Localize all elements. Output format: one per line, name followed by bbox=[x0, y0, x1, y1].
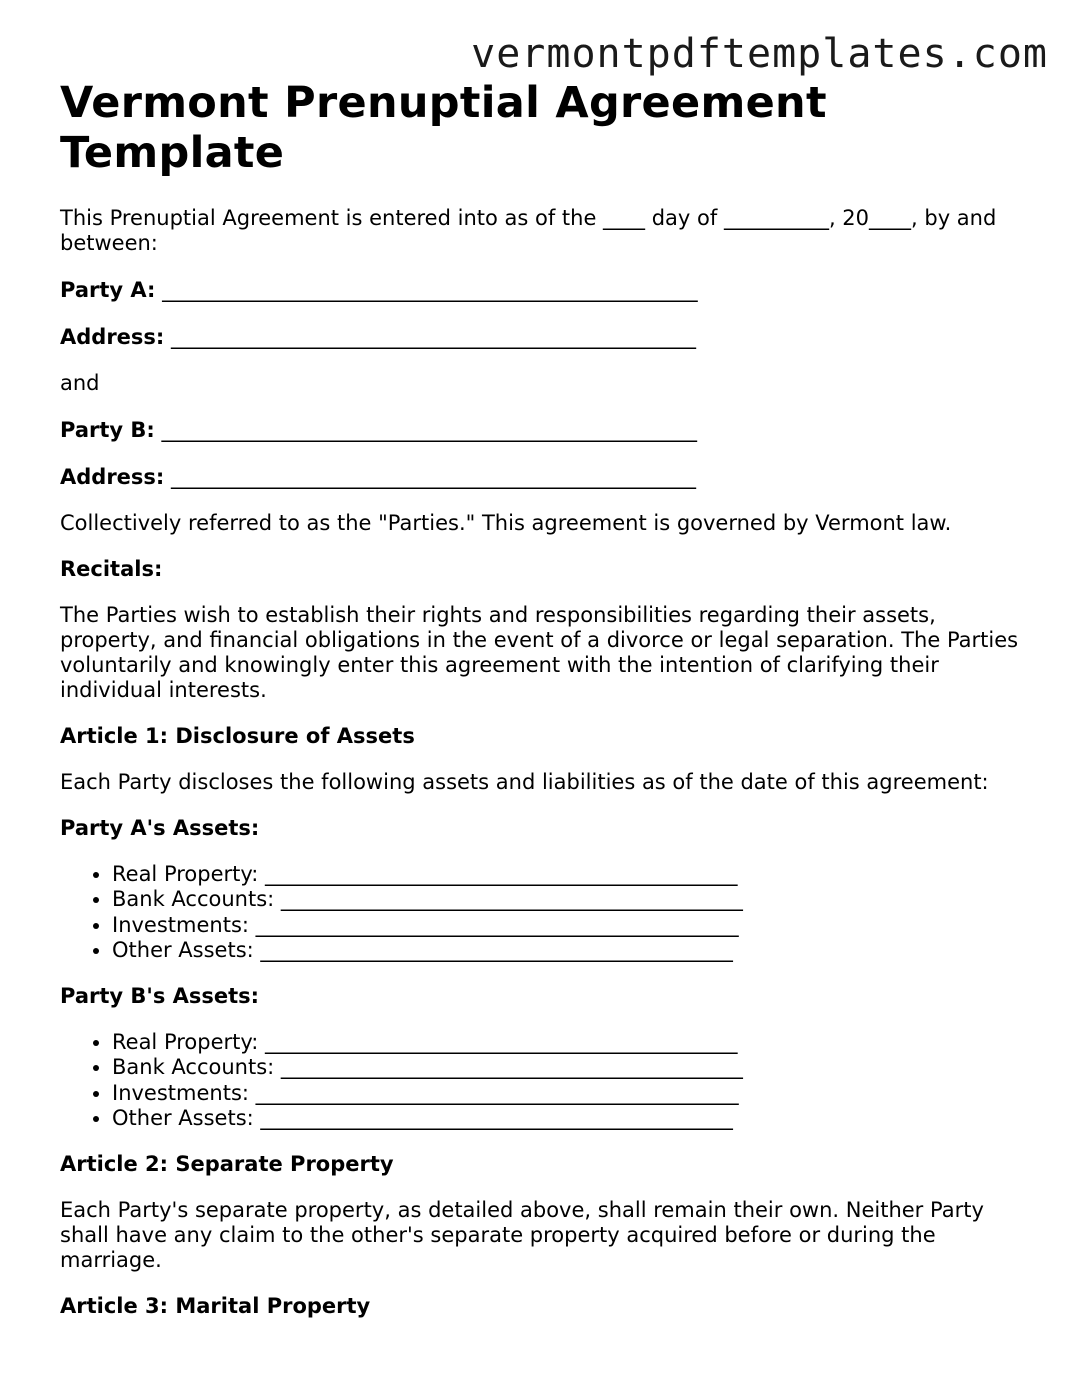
party-a-address-blank[interactable]: __________________________________________________ bbox=[171, 325, 697, 349]
list-item[interactable]: • Bank Accounts: ____________________________________________ bbox=[112, 1055, 1035, 1080]
list-item[interactable]: • Investments: ______________________________________________ bbox=[112, 1081, 1035, 1106]
article-3-heading: Article 3: Marital Property bbox=[60, 1294, 371, 1319]
collective-paragraph: Collectively referred to as the "Parties." This agreement is governed by Vermont law. bbox=[60, 511, 952, 535]
party-b-address-label: Address: bbox=[60, 465, 165, 489]
list-item[interactable]: • Other Assets: _____________________________________________ bbox=[112, 938, 1035, 963]
article-1-paragraph: Each Party discloses the following assets and liabilities as of the date of this agreement: bbox=[60, 770, 989, 794]
recitals-heading: Recitals: bbox=[60, 557, 163, 581]
party-b-address-blank[interactable]: __________________________________________________ bbox=[171, 465, 697, 489]
party-a-assets-list bbox=[60, 862, 1035, 963]
party-a-address-label: Address: bbox=[60, 325, 165, 349]
party-a-field bbox=[60, 278, 1035, 303]
party-b-field bbox=[60, 418, 1035, 443]
watermark: vermontpdftemplates.com bbox=[471, 31, 1048, 77]
party-b-label: Party B: bbox=[60, 418, 155, 442]
article-2-heading: Article 2: Separate Property bbox=[60, 1152, 394, 1177]
party-a-address-field bbox=[60, 325, 1035, 350]
article-2-paragraph: Each Party's separate property, as detailed above, shall remain their own. Neither Party shall have any claim to the other's separate property acquired before or during the marriage. bbox=[60, 1198, 984, 1273]
document-page bbox=[60, 78, 1035, 1319]
party-b-blank[interactable]: ___________________________________________________ bbox=[161, 418, 697, 442]
recitals-paragraph: The Parties wish to establish their rights and responsibilities regarding their assets, property, and financial obligations in the event of a divorce or legal separation. The Parties voluntarily and knowingly enter this agreement with the intention of clarifying their individual interests. bbox=[60, 603, 1019, 702]
party-b-assets-heading: Party B's Assets: bbox=[60, 984, 260, 1009]
list-item[interactable]: • Other Assets: _____________________________________________ bbox=[112, 1106, 1035, 1131]
list-item[interactable]: • Real Property: _____________________________________________ bbox=[112, 1030, 1035, 1055]
party-a-assets-heading: Party A's Assets: bbox=[60, 816, 260, 840]
party-b-assets-list bbox=[60, 1030, 1035, 1131]
party-a-blank[interactable]: ___________________________________________________ bbox=[162, 278, 698, 302]
party-b-address-field bbox=[60, 465, 1035, 490]
document-title: Vermont Prenuptial Agreement Template bbox=[60, 78, 827, 178]
list-item[interactable]: • Bank Accounts: ____________________________________________ bbox=[112, 887, 1035, 912]
article-1-heading: Article 1: Disclosure of Assets bbox=[60, 724, 415, 748]
intro-paragraph: This Prenuptial Agreement is entered into as of the ____ day of __________, 20____, by and between: bbox=[60, 206, 997, 255]
party-a-label: Party A: bbox=[60, 278, 156, 302]
and-text: and bbox=[60, 371, 100, 395]
list-item[interactable]: • Real Property: _____________________________________________ bbox=[112, 862, 1035, 887]
list-item[interactable]: • Investments: ______________________________________________ bbox=[112, 913, 1035, 938]
